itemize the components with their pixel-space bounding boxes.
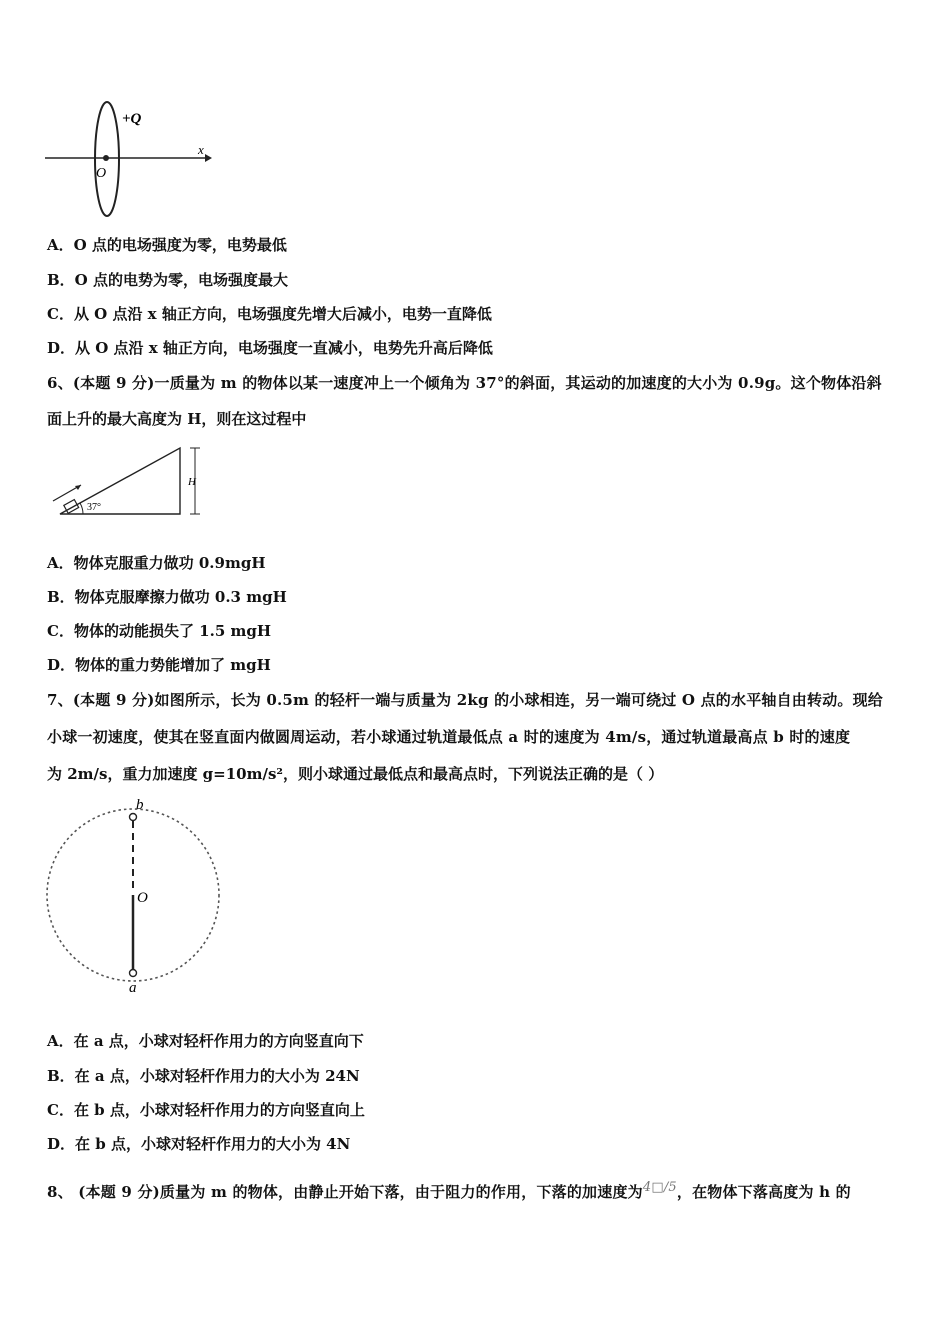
q5-option-a: A．O 点的电场强度为零，电势最低: [47, 236, 287, 254]
q7-option-b: B．在 a 点，小球对轻杆作用力的大小为 24N: [47, 1067, 360, 1085]
q7-option-d: D．在 b 点，小球对轻杆作用力的大小为 4N: [47, 1135, 351, 1153]
incline-figure: [45, 440, 215, 522]
angle-label: 37°: [87, 502, 101, 513]
q6-stem-line-2: 面上升的最大高度为 H，则在这过程中: [47, 410, 307, 428]
q8-stem-part-2: ，在物体下落高度为 h 的: [676, 1183, 851, 1201]
point-b: [130, 814, 137, 821]
point-a-label: a: [129, 980, 137, 996]
ring-charge-figure: [40, 95, 220, 225]
point-a: [130, 970, 137, 977]
q5-option-c: C．从 O 点沿 x 轴正方向，电场强度先增大后减小，电势一直降低: [47, 305, 492, 323]
incline-triangle: [60, 448, 180, 514]
q6-option-a: A．物体克服重力做功 0.9mgH: [47, 554, 266, 572]
center-label: O: [137, 890, 148, 906]
height-label: H: [188, 476, 196, 488]
q6-option-d: D．物体的重力势能增加了 mgH: [47, 656, 271, 674]
x-axis-label: x: [198, 142, 204, 157]
q7-option-c: C．在 b 点，小球对轻杆作用力的方向竖直向上: [47, 1101, 365, 1119]
q8-stem-part-1: 8、 (本题 9 分)质量为 m 的物体，由静止开始下落，由于阻力的作用，下落的加速度为: [47, 1183, 643, 1201]
q5-option-b: B．O 点的电势为零，电场强度最大: [47, 271, 288, 289]
q7-option-a: A．在 a 点，小球对轻杆作用力的方向竖直向下: [47, 1032, 364, 1050]
angle-arc: [80, 503, 83, 514]
q8-formula: 4□/5: [642, 1180, 677, 1195]
q7-stem-line-1: 7、(本题 9 分)如图所示，长为 0.5m 的轻杆一端与质量为 2kg 的小球相连，另一端可绕过 O 点的水平轴自由转动。现给: [47, 691, 884, 709]
q5-option-d: D．从 O 点沿 x 轴正方向，电场强度一直减小，电势先升高后降低: [47, 339, 493, 357]
q7-stem-line-3: 为 2m/s，重力加速度 g=10m/s²，则小球通过最低点和最高点时，下列说法正确的是（ ）: [47, 765, 664, 783]
origin-point: [103, 155, 109, 161]
charge-label: +Q: [122, 111, 142, 127]
q8-stem: [47, 1182, 851, 1204]
q7-stem-line-2: 小球一初速度，使其在竖直面内做圆周运动，若小球通过轨道最低点 a 时的速度为 4m/s，通过轨道最高点 b 时的速度: [47, 728, 851, 746]
point-b-label: b: [136, 797, 144, 813]
q6-option-c: C．物体的动能损失了 1.5 mgH: [47, 622, 272, 640]
q6-stem-line-1: 6、(本题 9 分)一质量为 m 的物体以某一速度冲上一个倾角为 37°的斜面，其运动的加速度的大小为 0.9g。这个物体沿斜: [47, 374, 882, 392]
q6-option-b: B．物体克服摩擦力做功 0.3 mgH: [47, 588, 287, 606]
origin-label: O: [96, 166, 107, 181]
circle-rod-figure: [40, 795, 230, 1000]
x-axis-arrow: [205, 154, 212, 162]
